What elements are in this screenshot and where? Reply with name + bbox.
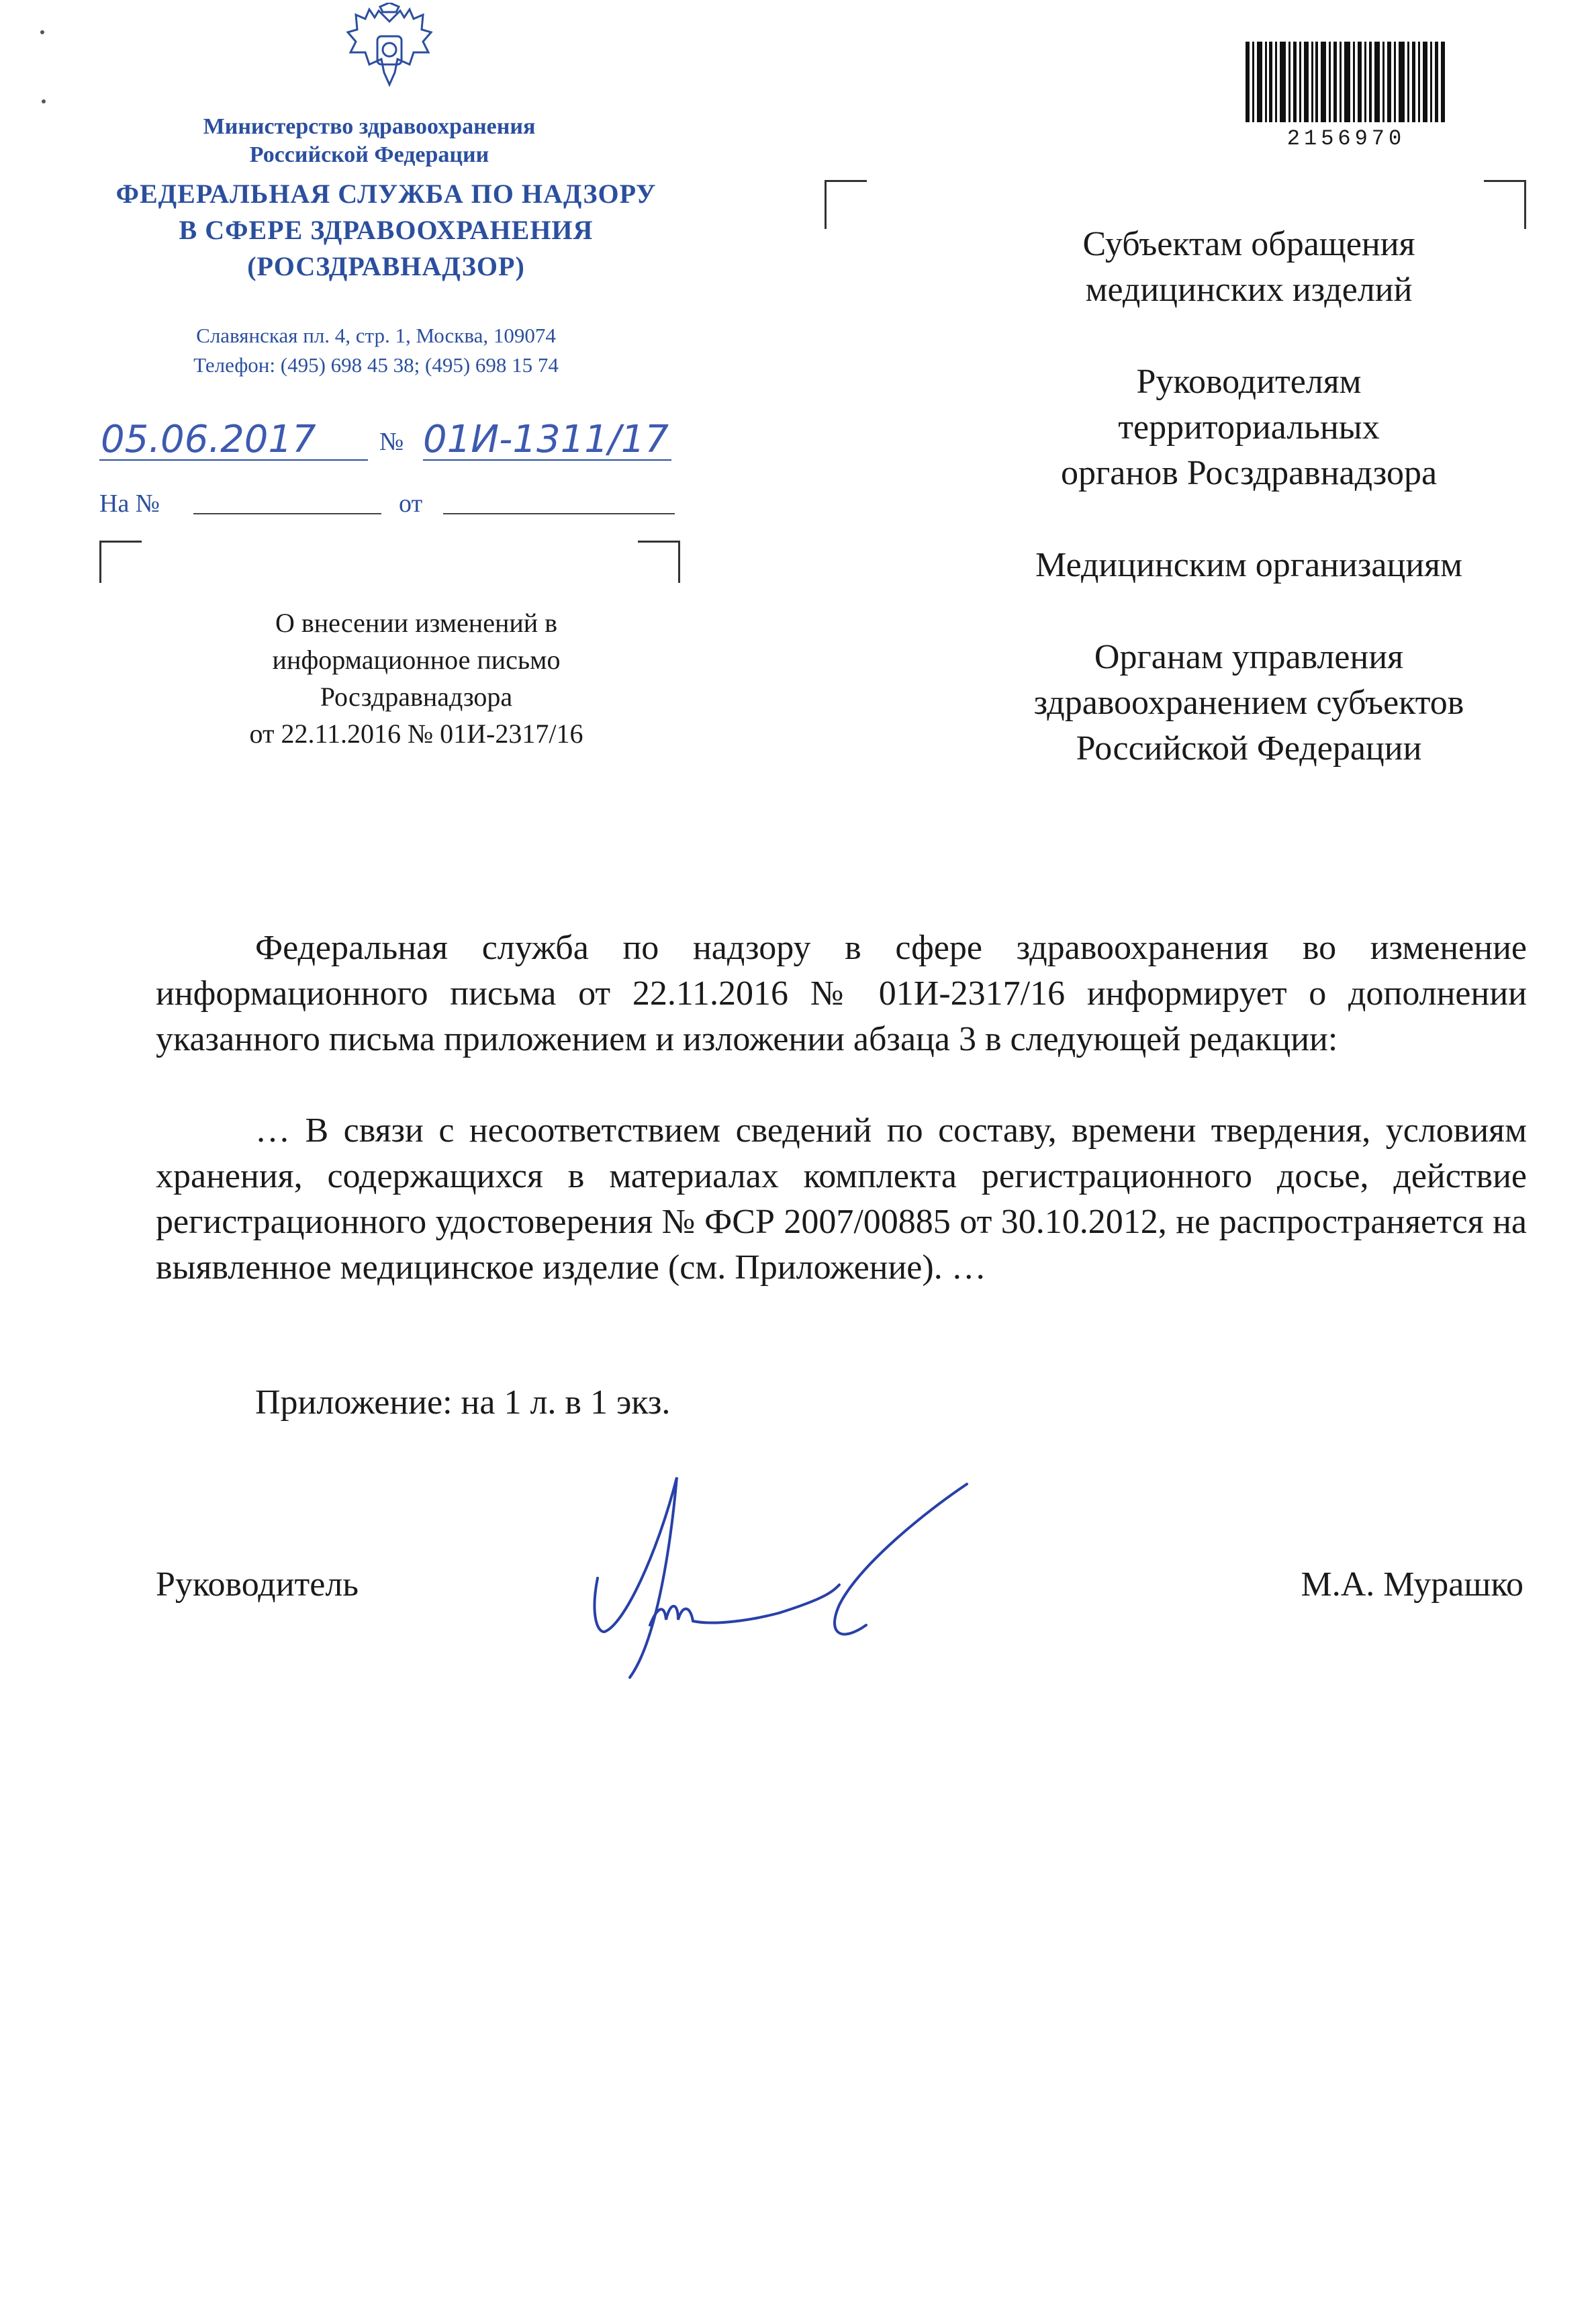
reference-from-label: от: [399, 490, 423, 518]
recipient-block: [974, 635, 1524, 772]
recipient-line: Медицинским организациям: [1035, 546, 1462, 584]
handwritten-signature-icon: [577, 1464, 980, 1692]
scan-dot: [42, 99, 46, 103]
service-line: В СФЕРЕ ЗДРАВООХРАНЕНИЯ: [179, 215, 594, 245]
reference-label: На №: [99, 490, 160, 518]
recipient-block: [974, 222, 1524, 313]
reference-date-underline: [443, 513, 675, 514]
address-line: Славянская пл. 4, стр. 1, Москва, 109074: [196, 324, 556, 347]
recipient-line: Субъектам обращения: [1082, 225, 1415, 263]
barcode-icon: [1246, 42, 1447, 129]
recipient-line: органов Росздравнадзора: [1060, 454, 1438, 492]
recipient-block: [974, 543, 1524, 588]
phone-line: Телефон: (495) 698 45 38; (495) 698 15 74: [193, 353, 559, 377]
subject-line: Росздравнадзора: [320, 682, 513, 712]
subject-line: от 22.11.2016 № 01И-2317/16: [249, 719, 583, 749]
scan-dot: [40, 30, 44, 34]
service-line: (РОСЗДРАВНАДЗОР): [247, 251, 525, 281]
recipient-block: [974, 359, 1524, 496]
number-underline: [423, 459, 671, 461]
service-name: [74, 176, 698, 285]
body-paragraph: Федеральная служба по надзору в сфере здравоохранения во изменение информационного письма от 22.11.2016 № 01И-2317/16 информирует о дополнении указанного письма приложением и изложении абзаца 3 в следующей редакции:: [156, 929, 1527, 1058]
corner-bracket: [825, 180, 867, 229]
coat-of-arms-icon: [336, 3, 443, 93]
registration-date: 05.06.2017: [101, 418, 316, 461]
ministry-name: [121, 113, 618, 169]
ministry-line: Российской Федерации: [249, 142, 489, 167]
signatory-name: М.А. Мурашко: [1301, 1565, 1523, 1604]
letter-subject: [168, 604, 665, 752]
recipient-line: Российской Федерации: [1076, 729, 1422, 768]
body-paragraph: … В связи с несоответствием сведений по составу, времени твердения, условиям хранения, содержащихся в материалах комплекта регистрационного досье, действие регистрационного удостоверения № ФСР 2007/00885 от 30.10.2012, не распространяется на выявленное медицинское изделие (см. Приложение). …: [156, 1111, 1527, 1287]
service-line: ФЕДЕРАЛЬНАЯ СЛУЖБА ПО НАДЗОРУ: [115, 179, 657, 209]
number-label: №: [379, 428, 404, 456]
registration-number: 01И-1311/17: [423, 418, 669, 461]
recipient-line: Руководителям: [1136, 363, 1362, 401]
address-block: [121, 321, 631, 380]
date-underline: [99, 459, 368, 461]
signatory-title: Руководитель: [156, 1565, 359, 1604]
corner-bracket: [638, 541, 680, 583]
reference-underline: [193, 513, 381, 514]
recipient-line: здравоохранением субъектов: [1033, 684, 1464, 722]
recipient-line: медицинских изделий: [1085, 271, 1413, 309]
recipient-line: территориальных: [1118, 408, 1380, 447]
barcode-number: 2156970: [1286, 126, 1406, 151]
attachment-note: Приложение: на 1 л. в 1 экз.: [255, 1383, 671, 1422]
corner-bracket: [99, 541, 142, 583]
recipient-line: Органам управления: [1094, 638, 1404, 676]
subject-line: О внесении изменений в: [275, 608, 558, 638]
subject-line: информационное письмо: [272, 645, 561, 675]
ministry-line: Министерство здравоохранения: [203, 114, 536, 139]
